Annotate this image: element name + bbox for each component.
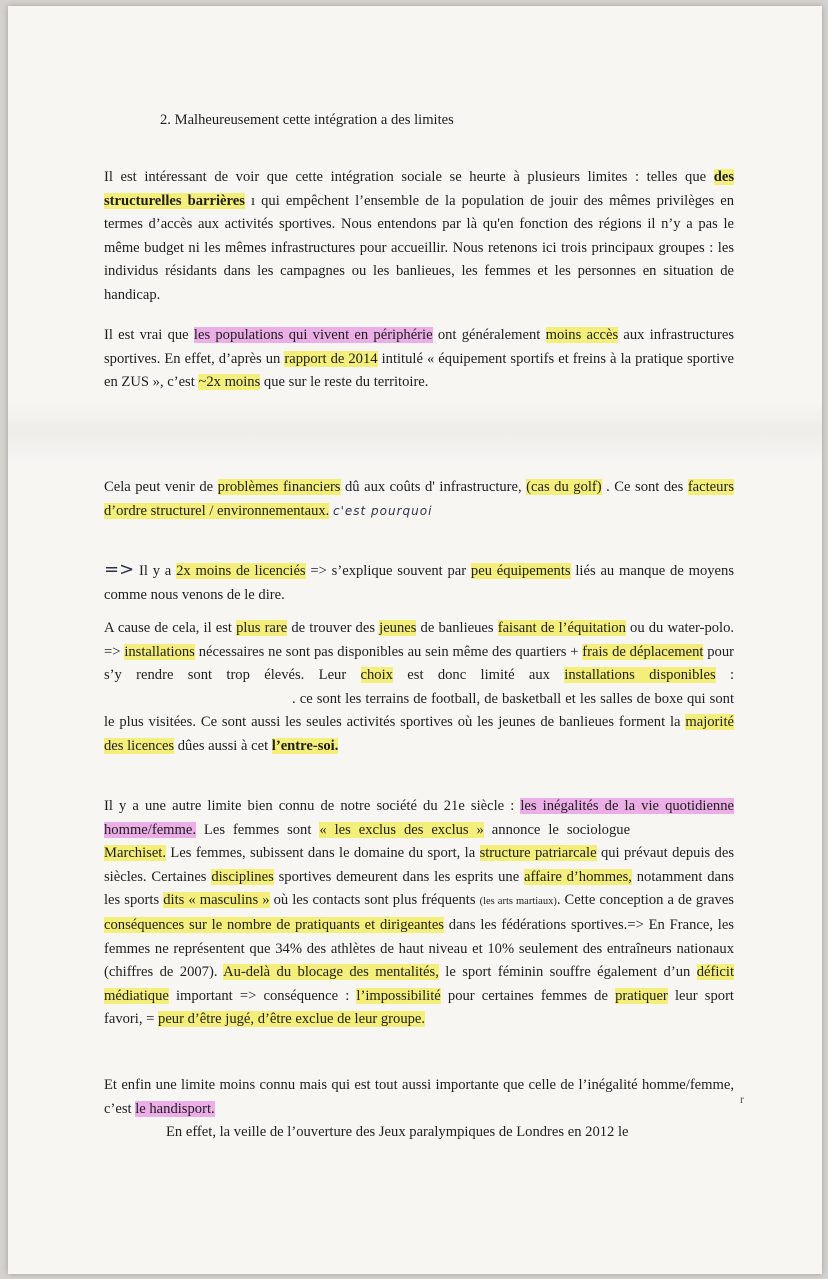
highlight-text: frais de déplacement: [582, 643, 704, 660]
highlight-text: choix: [360, 667, 393, 684]
paragraph-licencies: => Il y a 2x moins de licenciés => s’explique souvent par peu équipements liés au manque de moyens comme nous venons de le dire.: [104, 559, 734, 603]
highlight-text: les inégalités de la vie quotidienne homme/femme.: [104, 798, 734, 838]
highlight-text: dits « masculins »: [163, 892, 270, 909]
handwritten-note: c'est pourquoi: [332, 503, 433, 518]
highlight-text: Marchiset.: [104, 845, 167, 862]
highlight-text: Au-delà du blocage des mentalités,: [223, 964, 439, 981]
highlight-text: faisant de l’équitation: [497, 620, 626, 636]
highlight-text: des structurelles barrières: [104, 169, 734, 209]
highlight-text: l’impossibilité: [356, 987, 441, 1004]
paragraph-banlieues: A cause de cela, il est plus rare de trouver des jeunes de banlieues faisant de l’équitation ou du water-polo. => installations nécessaires ne sont pas disponibles au sein même des quartiers + frais de déplacement pour s’y rendre sont trop élevés. Leur choix est donc limité aux installations disponibles : . ce sont les terrains de football, de basketball et les salles de boxe qui sont le plus visitées. Ce sont aussi les seules activités sportives où les jeunes de banlieues forment la majorité des licences dûes aussi à cet l’entre-soi.: [104, 620, 735, 754]
handwritten-arrow-icon: =>: [104, 559, 135, 580]
paragraph-handisport: Et enfin une limite moins connu mais qui est tout aussi importante que celle de l’inégalité homme/femme, c’est le handisport. En effet, la veille de l’ouverture des Jeux paralympiques de Londres en 2012 le: [104, 1077, 734, 1141]
highlight-text: les populations qui vivent en périphérie: [193, 327, 433, 343]
paragraph-barriers: Il est intéressant de voir que cette intégration sociale se heurte à plusieurs limites : telles que des structurelles barrières ı qui empêchent l’ensemble de la population de jouir des mêmes privilèges en termes d’accès aux activités sportives. Nous entendons par là qu'en fonction des régions il n’y a pas le même budget ni les mêmes infrastructures pour accueillir. Nous retenons ici trois principaux groupes : les individus résidants dans les campagnes ou les banlieues, les femmes et les personnes en situation de handicap.: [104, 169, 734, 303]
highlight-text: moins accès: [545, 327, 619, 343]
highlight-text: ~2x moins: [198, 374, 261, 391]
highlight-text: jeunes: [379, 620, 417, 636]
highlight-text: 2x moins de licenciés: [176, 563, 306, 579]
highlight-text: peur d’être jugé, d’être exclue de leur groupe.: [158, 1011, 426, 1028]
paragraph-women: Il y a une autre limite bien connu de notre société du 21e siècle : les inégalités de la vie quotidienne homme/femme. Les femmes sont « les exclus des exclus » annonce le sociologue Marchiset. Les femmes, subissent dans le domaine du sport, la structure patriarcale qui prévaut depuis des siècles. Certaines disciplines sportives demeurent dans les esprits une affaire d’hommes, notamment dans les sports dits « masculins » où les contacts sont plus fréquents (les arts martiaux). Cette conception a de graves conséquences sur le nombre de pratiquants et dirigeantes dans les fédérations sportives.=> En France, les femmes ne représentent que 34% des athlètes de haut niveau et 10% seulement des entraîneurs nationaux (chiffres de 2007). Au-delà du blocage des mentalités, le sport féminin souffre également d’un déficit médiatique important => conséquence : l’impossibilité pour certaines femmes de pratiquer leur sport favori, = peur d’être jugé, d’être exclue de leur groupe.: [104, 798, 734, 1028]
highlight-text: conséquences sur le nombre de pratiquants et dirigeantes: [104, 916, 444, 933]
highlight-text: pratiquer: [615, 987, 668, 1004]
pen-mark: r: [740, 1092, 744, 1106]
highlight-text: problèmes financiers: [217, 479, 341, 495]
document-page: [8, 6, 822, 1274]
highlight-text: le handisport.: [135, 1100, 215, 1117]
highlight-text: facteurs d’ordre structurel / environnementaux.: [104, 479, 734, 519]
highlight-text: majorité des licences: [104, 714, 734, 754]
highlight-text: installations: [124, 643, 195, 660]
highlight-text: (cas du golf): [526, 479, 602, 495]
highlight-text: plus rare: [236, 620, 288, 636]
highlight-text: disciplines: [211, 868, 274, 885]
highlight-text: déficit médiatique: [104, 964, 734, 1004]
highlight-text: installations disponibles: [564, 667, 716, 684]
highlight-text: l’entre-soi.: [271, 737, 339, 754]
highlight-text: affaire d’hommes,: [524, 868, 632, 885]
paragraph-periphery: Il est vrai que les populations qui vivent en périphérie ont généralement moins accès aux infrastructures sportives. En effet, d’après un rapport de 2014 intitulé « équipement sportifs et freins à la pratique sportive en ZUS », c’est ~2x moins que sur le reste du territoire.: [104, 327, 735, 391]
highlight-text: rapport de 2014: [284, 350, 378, 367]
highlight-text: structure patriarcale: [479, 845, 597, 862]
highlight-text: « les exclus des exclus »: [319, 821, 484, 838]
paragraph-financial: Cela peut venir de problèmes financiers dû aux coûts d' infrastructure, (cas du golf) . Ce sont des facteurs d’ordre structurel / environnementaux. c'est pourquoi: [104, 479, 734, 519]
highlight-text: peu équipements: [470, 563, 571, 579]
section-heading: 2. Malheureusement cette intégration a des limites: [160, 112, 454, 128]
